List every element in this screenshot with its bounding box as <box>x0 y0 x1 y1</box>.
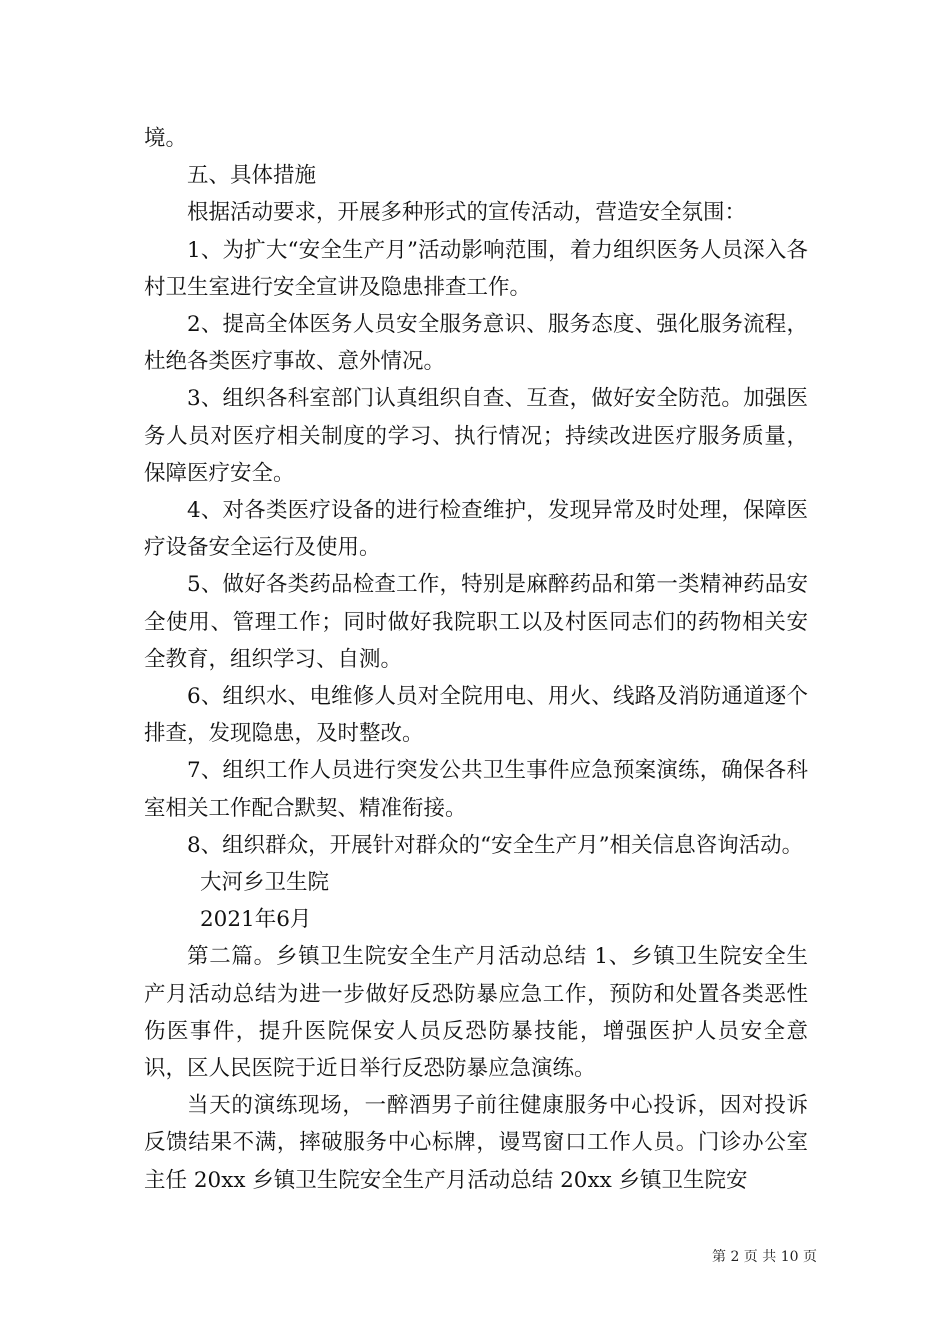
list-item: 6、组织水、电维修人员对全院用电、用火、线路及消防通道逐个排查，发现隐患，及时整改。 <box>144 684 808 747</box>
signature-org: 大河乡卫生院 <box>200 870 330 896</box>
list-item: 1、为扩大“安全生产月”活动影响范围，着力组织医务人员深入各村卫生室进行安全宣讲及隐患排查工作。 <box>144 237 808 300</box>
section-heading: 五、具体措施 <box>187 163 317 189</box>
list-item: 4、对各类医疗设备的进行检查维护，发现异常及时处理，保障医疗设备安全运行及使用。 <box>144 498 808 561</box>
page-number: 第 2 页 共 10 页 <box>712 1249 817 1265</box>
list-item: 3、组织各科室部门认真组织自查、互查，做好安全防范。加强医务人员对医疗相关制度的学习、执行情况；持续改进医疗服务质量，保障医疗安全。 <box>144 386 808 486</box>
document-body <box>144 120 808 1199</box>
paragraph: 根据活动要求，开展多种形式的宣传活动，营造安全氛围： <box>187 200 747 226</box>
signature-date: 2021年6月 <box>200 907 312 933</box>
paragraph: 第二篇。乡镇卫生院安全生产月活动总结 1、乡镇卫生院安全生产月活动总结为进一步做好反恐防暴应急工作，预防和处置各类恶性伤医事件，提升医院保安人员反恐防暴技能，增强医护人员安全意识，区人民医院于近日举行反恐防暴应急演练。 <box>144 944 808 1082</box>
list-item: 5、做好各类药品检查工作，特别是麻醉药品和第一类精神药品安全使用、管理工作；同时做好我院职工以及村医同志们的药物相关安全教育，组织学习、自测。 <box>144 572 808 672</box>
list-item: 7、组织工作人员进行突发公共卫生事件应急预案演练，确保各科室相关工作配合默契、精准衔接。 <box>144 758 808 821</box>
list-item: 8、组织群众，开展针对群众的“安全生产月”相关信息咨询活动。 <box>187 832 804 858</box>
paragraph: 当天的演练现场，一醉酒男子前往健康服务中心投诉，因对投诉反馈结果不满，摔破服务中心标牌，谩骂窗口工作人员。门诊办公室主任 20xx 乡镇卫生院安全生产月活动总结 20xx 乡镇卫生院安 <box>144 1093 808 1193</box>
list-item: 2、提高全体医务人员安全服务意识、服务态度、强化服务流程，杜绝各类医疗事故、意外情况。 <box>144 312 808 375</box>
paragraph: 境。 <box>144 126 188 151</box>
